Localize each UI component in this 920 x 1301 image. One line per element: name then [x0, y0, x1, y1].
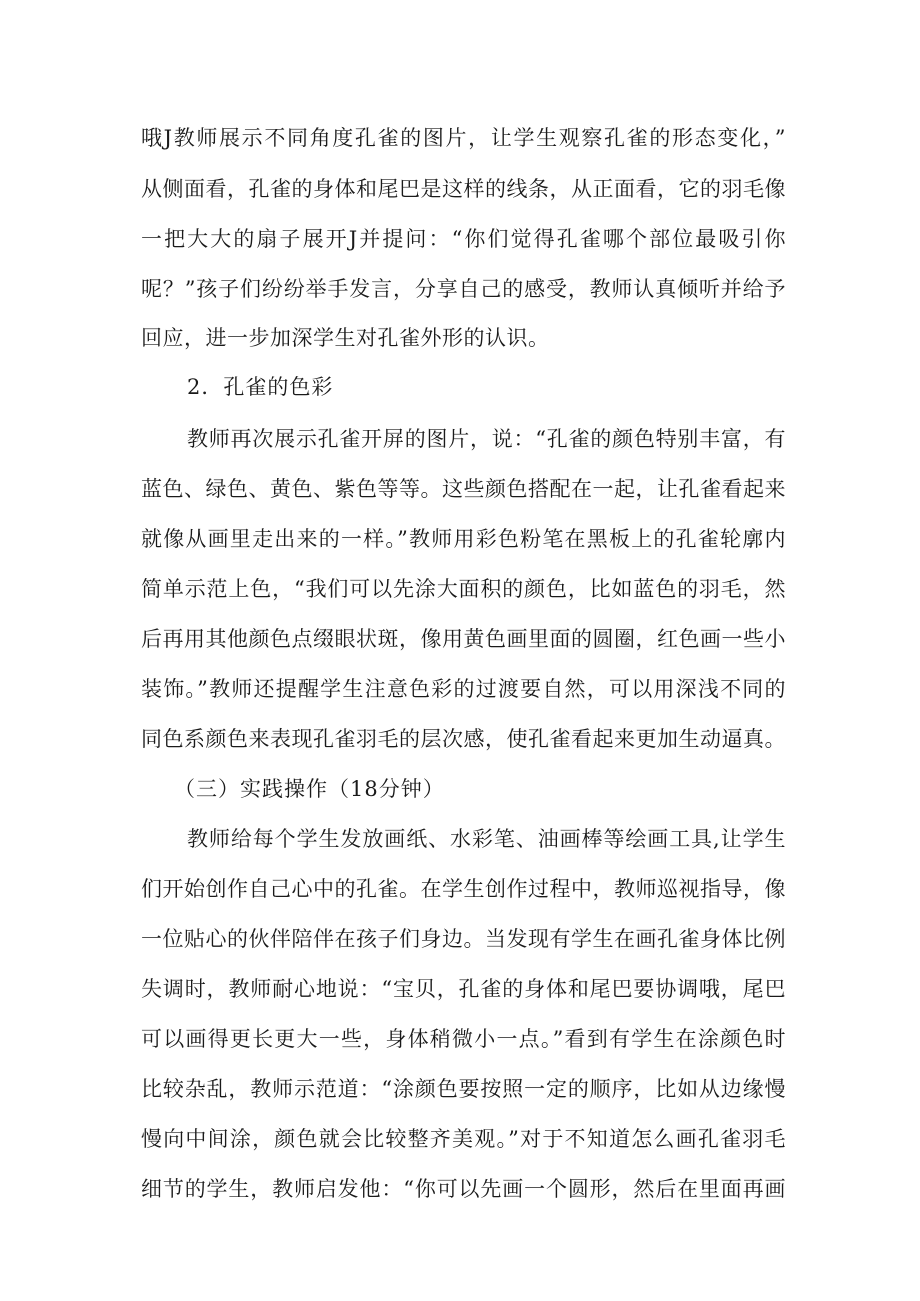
paragraph-line: 从侧面看，孔雀的身体和尾巴是这样的线条，从正面看，它的羽毛像: [141, 177, 786, 201]
paragraph-line: 一位贴心的伙伴陪伴在孩子们身边。当发现有学生在画孔雀身体比例: [141, 927, 786, 951]
paragraph-line: 简单示范上色，“我们可以先涂大面积的颜色，比如蓝色的羽毛，然: [141, 577, 786, 601]
paragraph-line: 教师再次展示孔雀开屏的图片，说：“孔雀的颜色特别丰富，有: [187, 427, 786, 451]
paragraph-line: 装饰。”教师还提醒学生注意色彩的过渡要自然，可以用深浅不同的: [141, 677, 786, 701]
paragraph-line: 失调时，教师耐心地说：“宝贝，孔雀的身体和尾巴要协调哦，尾巴: [141, 977, 786, 1001]
paragraph-line: 教师给每个学生发放画纸、水彩笔、油画棒等绘画工具,让学生: [187, 827, 786, 851]
paragraph-line: 比较杂乱，教师示范道：“涂颜色要按照一定的顺序，比如从边缘慢: [141, 1077, 786, 1101]
paragraph-line: 可以画得更长更大一些，身体稍微小一点。”看到有学生在涂颜色时: [141, 1027, 786, 1051]
paragraph-line: 呢？”孩子们纷纷举手发言，分享自己的感受，教师认真倾听并给予: [141, 277, 786, 301]
paragraph-line: 一把大大的扇子展开J并提问：“你们觉得孔雀哪个部位最吸引你: [141, 227, 786, 251]
paragraph-line: 细节的学生，教师启发他：“你可以先画一个圆形，然后在里面再画: [141, 1177, 786, 1201]
paragraph-line: 就像从画里走出来的一样。”教师用彩色粉笔在黑板上的孔雀轮廓内: [141, 527, 786, 551]
paragraph-line: 后再用其他颜色点缀眼状斑，像用黄色画里面的圆圈，红色画一些小: [141, 627, 786, 651]
paragraph-line: 回应，进一步加深学生对孔雀外形的认识。: [141, 326, 550, 350]
section-heading: （三）实践操作（18分钟）: [174, 777, 445, 801]
paragraph-line: 们开始创作自己心中的孔雀。在学生创作过程中，教师巡视指导，像: [141, 877, 786, 901]
paragraph-line: 蓝色、绿色、黄色、紫色等等。这些颜色搭配在一起，让孔雀看起来: [141, 477, 786, 501]
paragraph-line: 哦J教师展示不同角度孔雀的图片，让学生观察孔雀的形态变化，”: [141, 126, 786, 150]
paragraph-line: 同色系颜色来表现孔雀羽毛的层次感，使孔雀看起来更加生动逼真。: [141, 727, 786, 751]
section-heading: 2．孔雀的色彩: [187, 375, 334, 399]
paragraph-line: 慢向中间涂，颜色就会比较整齐美观。”对于不知道怎么画孔雀羽毛: [141, 1127, 786, 1151]
